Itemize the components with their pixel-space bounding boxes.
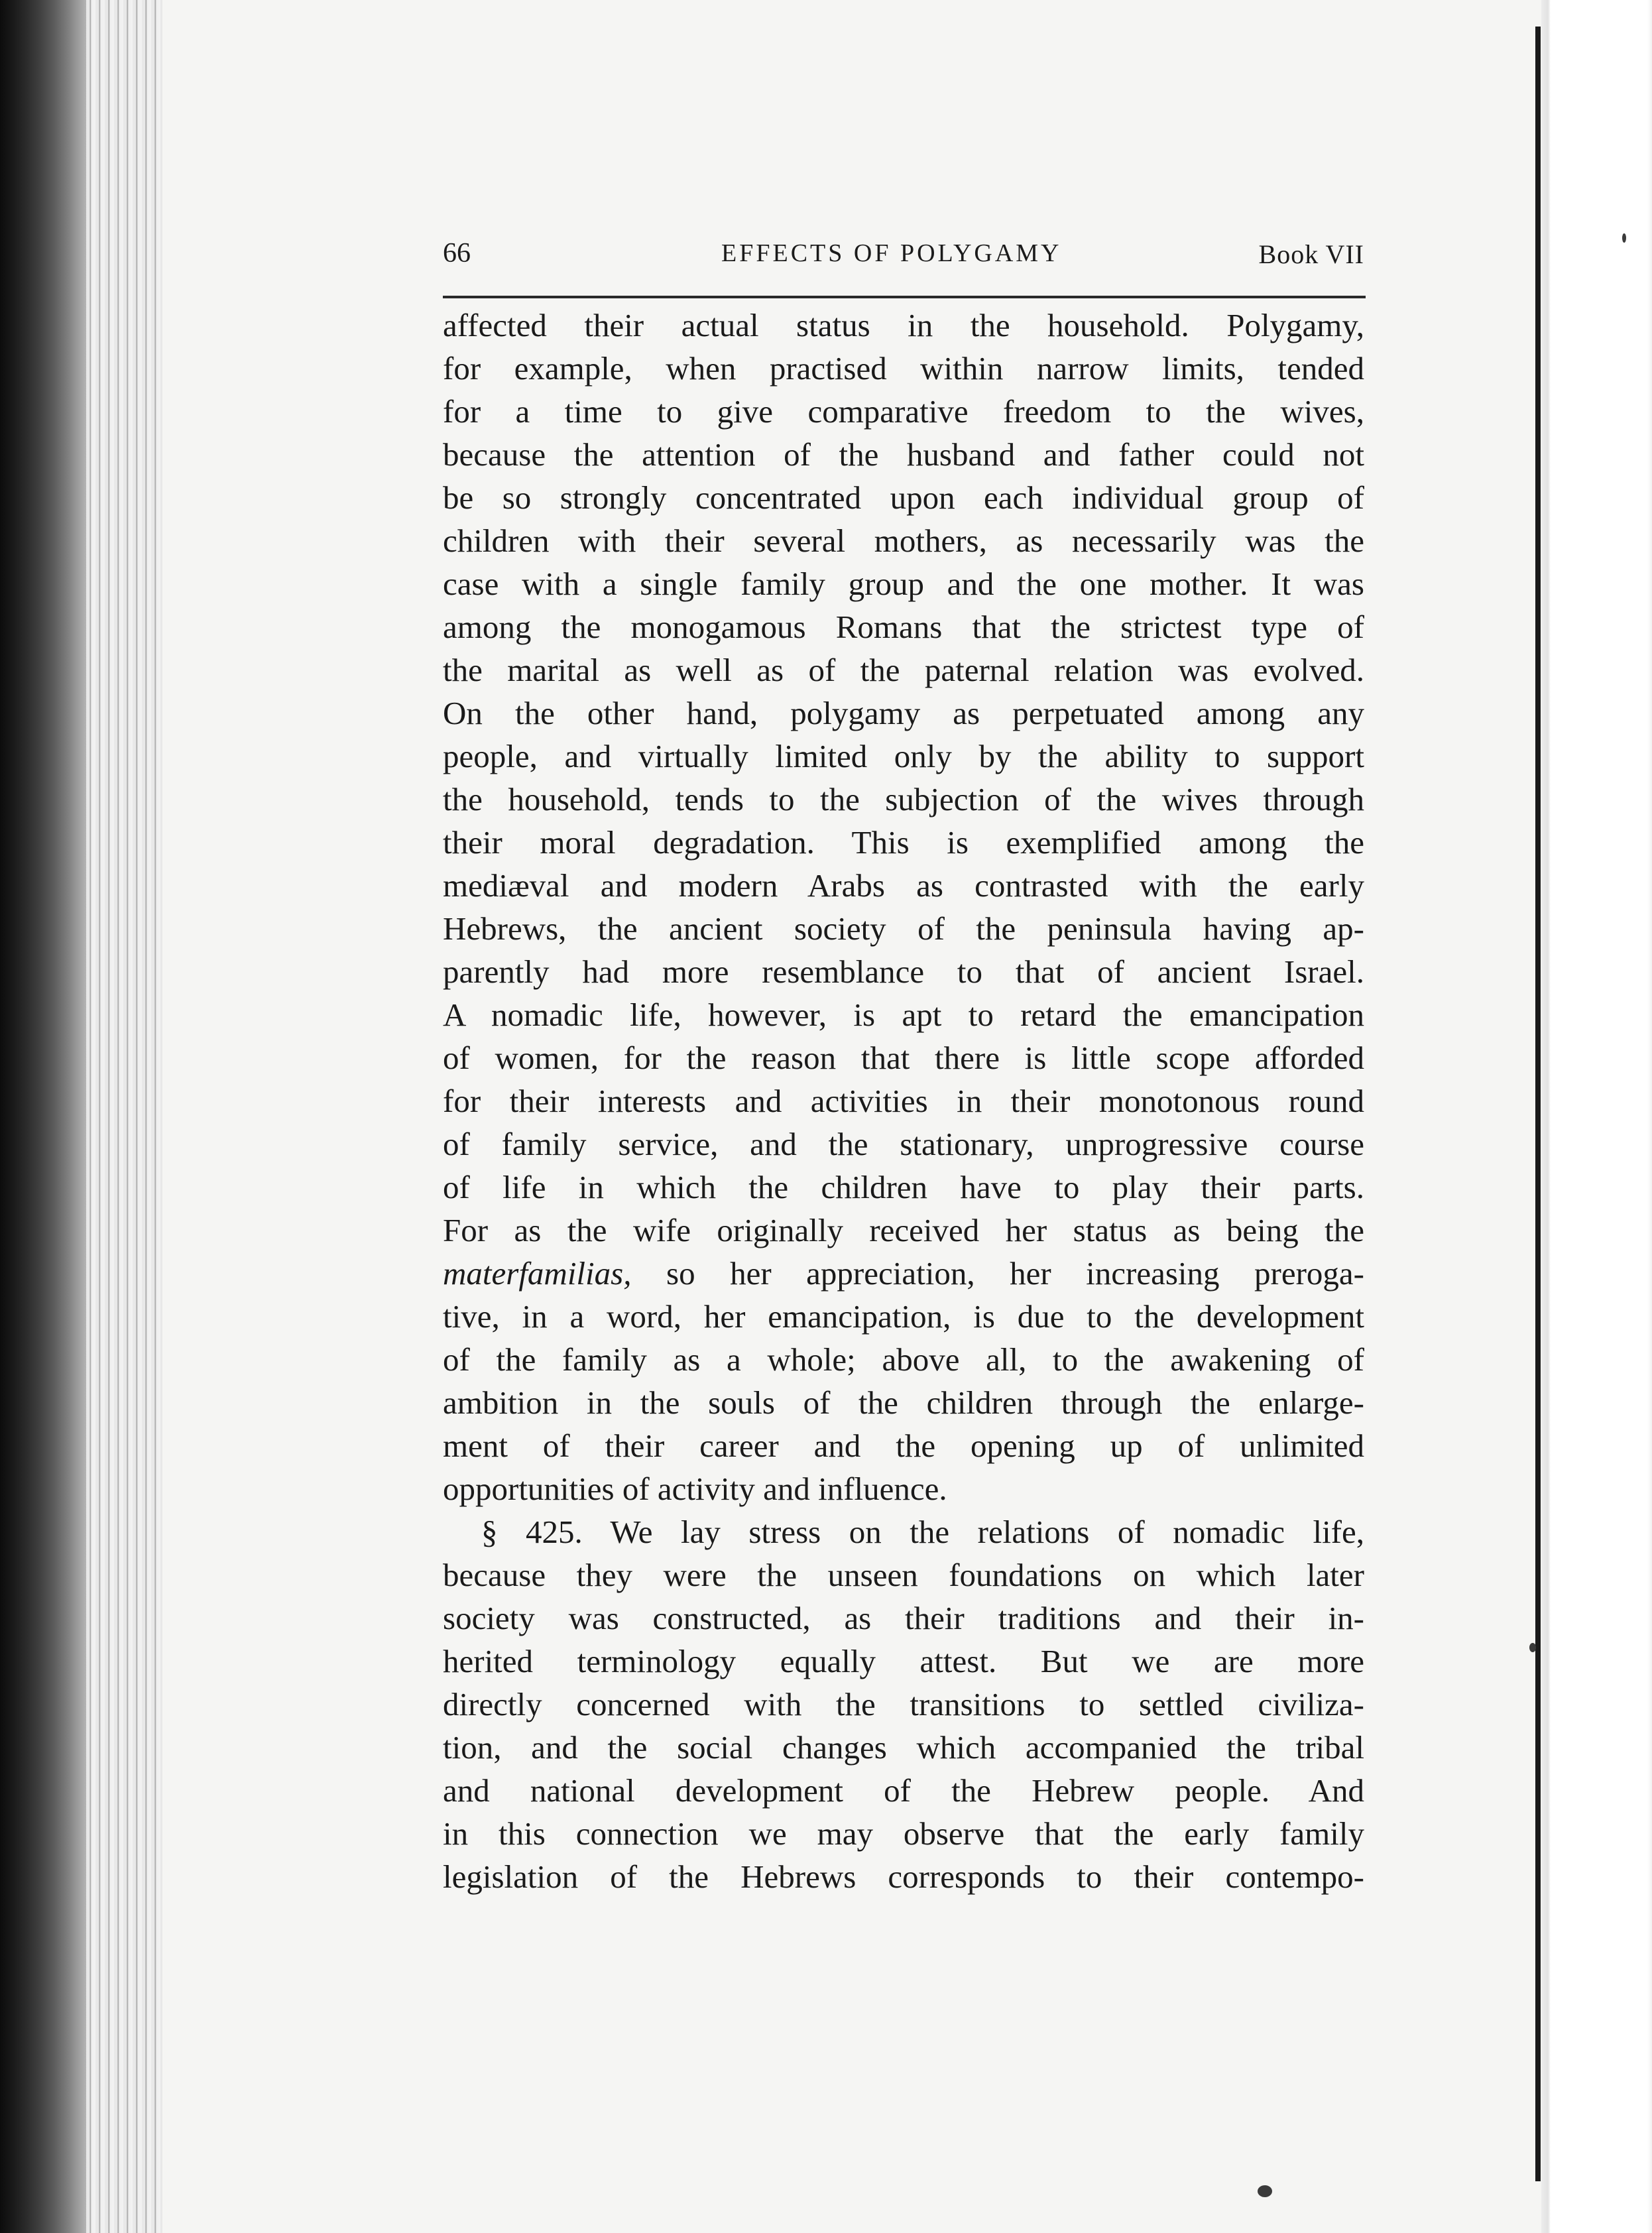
text-line: because they were the unseen foundations on which later [443, 1557, 1364, 1593]
text-line: their moral degradation. This is exemplified among the [443, 824, 1364, 861]
text-line: of women, for the reason that there is little scope afforded [443, 1040, 1364, 1076]
text-line: of the family as a whole; above all, to the awakening of [443, 1341, 1364, 1378]
text-line: society was constructed, as their traditions and their in- [443, 1600, 1364, 1636]
text-line: opportunities of activity and influence. [443, 1471, 947, 1507]
text-line: for a time to give comparative freedom to the wives, [443, 393, 1364, 430]
text-line: directly concerned with the transitions to settled civiliza- [443, 1686, 1364, 1722]
text-line-rest: so her appreciation, her increasing preroga- [666, 1255, 1364, 1292]
text-line: children with their several mothers, as necessarily was the [443, 522, 1364, 559]
page-speck [1258, 2185, 1272, 2197]
text-line: be so strongly concentrated upon each individual group of [443, 479, 1364, 516]
text-line: of family service, and the stationary, unprogressive course [443, 1126, 1364, 1162]
text-line: among the monogamous Romans that the strictest type of [443, 609, 1364, 645]
text-line: case with a single family group and the one mother. It was [443, 566, 1364, 602]
text-line: legislation of the Hebrews corresponds to their contempo- [443, 1858, 1364, 1895]
text-line-italic [443, 1252, 1364, 1295]
running-title: EFFECTS OF POLYGAMY [721, 239, 1062, 267]
page-speck [1622, 233, 1626, 243]
body-text [443, 304, 1364, 1898]
text-line: for example, when practised within narrow limits, tended [443, 350, 1364, 387]
page-number: 66 [443, 238, 471, 269]
header-rule [443, 296, 1366, 298]
text-line: people, and virtually limited only by the ability to support [443, 738, 1364, 774]
book-reference: Book VII [1258, 239, 1364, 269]
text-line: the marital as well as of the paternal relation was evolved. [443, 652, 1364, 688]
text-line: tive, in a word, her emancipation, is due to the development [443, 1298, 1364, 1335]
text-line: For as the wife originally received her status as being the [443, 1212, 1364, 1248]
text-line: of life in which the children have to play their parts. [443, 1169, 1364, 1205]
page-stack-edge [86, 0, 166, 2233]
text-line: affected their actual status in the household. Polygamy, [443, 307, 1364, 343]
text-line: Hebrews, the ancient society of the peninsula having ap- [443, 910, 1364, 947]
text-line: herited terminology equally attest. But we are more [443, 1643, 1364, 1679]
text-line: mediæval and modern Arabs as contrasted with the early [443, 867, 1364, 904]
text-line: ment of their career and the opening up of unlimited [443, 1427, 1364, 1464]
text-line: On the other hand, polygamy as perpetuated among any [443, 695, 1364, 731]
right-page-margin [1541, 0, 1652, 2233]
running-header [443, 237, 1364, 277]
text-line: and national development of the Hebrew people. And [443, 1772, 1364, 1809]
text-line: in this connection we may observe that the early family [443, 1815, 1364, 1852]
text-line: the household, tends to the subjection of the wives through [443, 781, 1364, 817]
section-start-line: § 425. We lay stress on the relations of nomadic life, [481, 1514, 1364, 1550]
text-line: A nomadic life, however, is apt to retard the emancipation [443, 996, 1364, 1033]
text-line: tion, and the social changes which accompanied the tribal [443, 1729, 1364, 1766]
text-line: parently had more resemblance to that of ancient Israel. [443, 953, 1364, 990]
right-binding-shadow [1535, 27, 1541, 2181]
text-line: ambition in the souls of the children through the enlarge- [443, 1384, 1364, 1421]
text-line: for their interests and activities in their monotonous round [443, 1083, 1364, 1119]
text-line: because the attention of the husband and father could not [443, 436, 1364, 473]
italic-term: materfamilias, [443, 1255, 632, 1292]
page-speck [1529, 1643, 1536, 1652]
